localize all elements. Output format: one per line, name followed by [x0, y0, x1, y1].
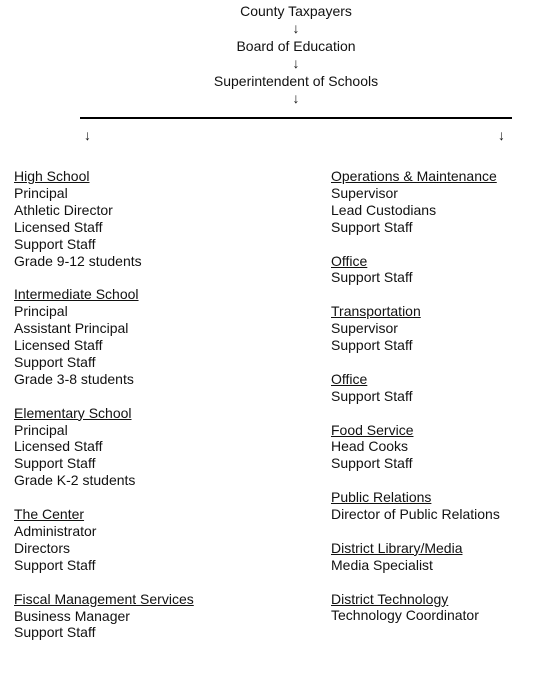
left-branch-arrow-icon: ↓ — [84, 127, 91, 143]
department-title: Office — [331, 370, 368, 387]
department-group — [331, 489, 500, 523]
department-role: Business Manager — [14, 607, 130, 624]
branch-divider-line — [80, 117, 512, 119]
department-role: Media Specialist — [331, 556, 433, 573]
department-role: Support Staff — [331, 269, 413, 286]
department-title: Office — [331, 252, 368, 269]
department-role: Support Staff — [331, 337, 413, 354]
department-group — [331, 422, 500, 473]
left-department-column — [14, 168, 194, 658]
department-group — [331, 253, 500, 287]
department-group — [14, 286, 194, 387]
department-title: District Library/Media — [331, 539, 463, 556]
department-title: District Technology — [331, 590, 449, 607]
department-group — [14, 405, 194, 490]
department-group — [14, 506, 194, 574]
department-role: Directors — [14, 539, 71, 556]
department-title: Food Service — [331, 421, 414, 438]
department-role: Supervisor — [331, 320, 398, 337]
department-role: Support Staff — [331, 387, 413, 404]
department-role: Director of Public Relations — [331, 506, 500, 523]
down-arrow-icon: ↓ — [292, 55, 300, 71]
node-board-of-education: Board of Education — [236, 38, 356, 54]
department-role: Support Staff — [14, 455, 96, 472]
department-group — [331, 540, 500, 574]
department-group — [14, 591, 194, 642]
department-group — [331, 591, 500, 625]
department-title: Elementary School — [14, 404, 132, 421]
department-group — [331, 371, 500, 405]
department-role: Licensed Staff — [14, 438, 103, 455]
department-title: Public Relations — [331, 489, 432, 506]
department-role: Grade 9-12 students — [14, 252, 142, 269]
department-role: Technology Coordinator — [331, 607, 479, 624]
department-title: Fiscal Management Services — [14, 590, 194, 607]
department-role: Assistant Principal — [14, 320, 129, 337]
department-role: Support Staff — [331, 455, 413, 472]
department-role: Principal — [14, 303, 68, 320]
department-role: Support Staff — [331, 218, 413, 235]
department-role: Support Staff — [14, 353, 96, 370]
department-title: Operations & Maintenance — [331, 168, 497, 184]
department-role: Licensed Staff — [14, 218, 103, 235]
department-title: Transportation — [331, 303, 421, 320]
down-arrow-icon: ↓ — [292, 90, 300, 106]
department-role: Grade 3-8 students — [14, 370, 134, 387]
department-role: Supervisor — [331, 184, 398, 201]
department-role: Support Staff — [14, 624, 96, 641]
department-title: The Center — [14, 506, 85, 523]
department-role: Support Staff — [14, 235, 96, 252]
department-role: Administrator — [14, 522, 97, 539]
department-group — [14, 168, 194, 269]
department-role: Athletic Director — [14, 201, 113, 218]
node-superintendent: Superintendent of Schools — [213, 73, 379, 89]
department-title: High School — [14, 168, 90, 184]
department-role: Head Cooks — [331, 438, 409, 455]
department-group — [331, 168, 500, 236]
department-role: Principal — [14, 421, 68, 438]
department-group — [331, 303, 500, 354]
node-county-taxpayers: County Taxpayers — [240, 3, 352, 19]
department-role: Grade K-2 students — [14, 472, 136, 489]
right-department-column — [331, 168, 500, 641]
department-role: Licensed Staff — [14, 337, 103, 354]
down-arrow-icon: ↓ — [292, 20, 300, 36]
department-role: Principal — [14, 184, 68, 201]
department-role: Lead Custodians — [331, 201, 437, 218]
department-role: Support Staff — [14, 556, 96, 573]
right-branch-arrow-icon: ↓ — [498, 127, 505, 143]
department-title: Intermediate School — [14, 286, 139, 303]
